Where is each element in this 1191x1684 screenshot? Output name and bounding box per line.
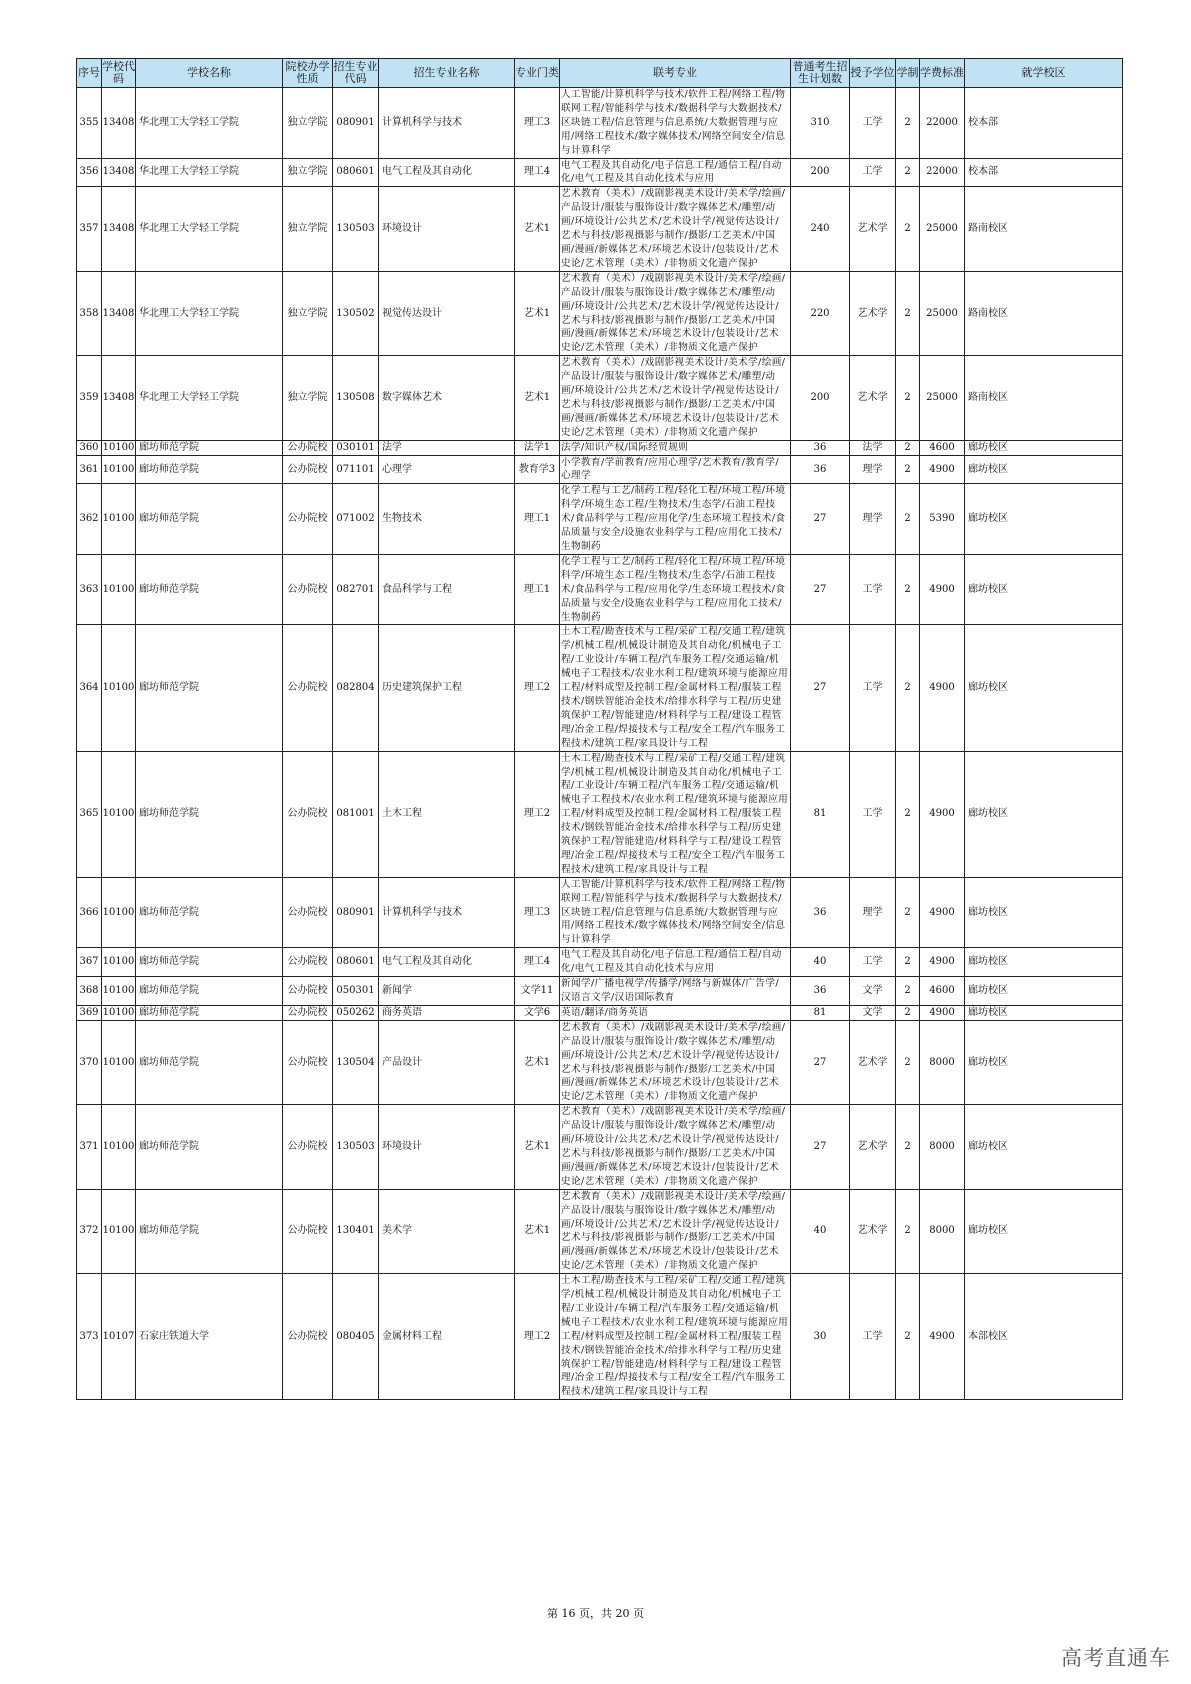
cell-major-code: 082701 bbox=[333, 554, 379, 625]
cell-category: 理工4 bbox=[515, 158, 560, 187]
cell-campus: 路南校区 bbox=[965, 187, 1123, 271]
cell-school-name: 廊坊师范学院 bbox=[136, 1189, 283, 1273]
table-row bbox=[77, 158, 1123, 187]
cell-nature: 公办院校 bbox=[283, 751, 333, 877]
cell-no: 368 bbox=[77, 977, 102, 1006]
cell-major-name: 历史建筑保护工程 bbox=[379, 625, 515, 751]
cell-degree: 工学 bbox=[850, 1274, 896, 1400]
cell-no: 369 bbox=[77, 1005, 102, 1020]
cell-campus: 校本部 bbox=[965, 88, 1123, 159]
cell-campus: 校本部 bbox=[965, 158, 1123, 187]
cell-exam-majors: 新闻学/广播电视学/传播学/网络与新媒体/广告学/汉语言文学/汉语国际教育 bbox=[560, 977, 791, 1006]
cell-major-code: 081001 bbox=[333, 751, 379, 877]
cell-campus: 路南校区 bbox=[965, 356, 1123, 440]
cell-no: 363 bbox=[77, 554, 102, 625]
cell-school-name: 廊坊师范学院 bbox=[136, 455, 283, 484]
cell-major-name: 电气工程及其自动化 bbox=[379, 158, 515, 187]
cell-fee: 4900 bbox=[920, 877, 965, 948]
cell-plan: 81 bbox=[791, 751, 850, 877]
cell-major-name: 计算机科学与技术 bbox=[379, 88, 515, 159]
table-row bbox=[77, 1020, 1123, 1104]
cell-category: 教育学3 bbox=[515, 455, 560, 484]
cell-school-name: 华北理工大学轻工学院 bbox=[136, 271, 283, 355]
cell-school-name: 廊坊师范学院 bbox=[136, 751, 283, 877]
cell-plan: 36 bbox=[791, 877, 850, 948]
cell-exam-majors: 艺术教育（美术）/戏剧影视美术设计/美术学/绘画/产品设计/服装与服饰设计/数字媒体艺术/雕塑/动画/环境设计/公共艺术/艺术设计学/视觉传达设计/艺术与科技/影视摄影与制作/摄影/工艺美术/中国画/漫画/新媒体艺术/环境艺术设计/包装设计/艺术史论/艺术管理（美术）/非物质文化遗产保护 bbox=[560, 271, 791, 355]
cell-degree: 文学 bbox=[850, 977, 896, 1006]
cell-plan: 220 bbox=[791, 271, 850, 355]
cell-major-name: 产品设计 bbox=[379, 1020, 515, 1104]
header-cell: 学校代码 bbox=[102, 59, 136, 88]
cell-school-name: 廊坊师范学院 bbox=[136, 1020, 283, 1104]
cell-school-code: 10100 bbox=[102, 1189, 136, 1273]
cell-major-code: 130508 bbox=[333, 356, 379, 440]
cell-category: 艺术1 bbox=[515, 1020, 560, 1104]
cell-degree: 艺术学 bbox=[850, 1189, 896, 1273]
cell-fee: 25000 bbox=[920, 356, 965, 440]
cell-nature: 公办院校 bbox=[283, 554, 333, 625]
cell-plan: 27 bbox=[791, 554, 850, 625]
table-row bbox=[77, 440, 1123, 455]
table-row bbox=[77, 977, 1123, 1006]
header-cell: 专业门类 bbox=[515, 59, 560, 88]
cell-degree: 文学 bbox=[850, 1005, 896, 1020]
cell-major-name: 数字媒体艺术 bbox=[379, 356, 515, 440]
cell-major-name: 视觉传达设计 bbox=[379, 271, 515, 355]
cell-campus: 路南校区 bbox=[965, 271, 1123, 355]
cell-school-code: 10100 bbox=[102, 1020, 136, 1104]
cell-nature: 独立学院 bbox=[283, 88, 333, 159]
cell-exam-majors: 艺术教育（美术）/戏剧影视美术设计/美术学/绘画/产品设计/服装与服饰设计/数字媒体艺术/雕塑/动画/环境设计/公共艺术/艺术设计学/视觉传达设计/艺术与科技/影视摄影与制作/摄影/工艺美术/中国画/漫画/新媒体艺术/环境艺术设计/包装设计/艺术史论/艺术管理（美术）/非物质文化遗产保护 bbox=[560, 356, 791, 440]
cell-exam-majors: 小学教育/学前教育/应用心理学/艺术教育/教育学/心理学 bbox=[560, 455, 791, 484]
cell-no: 360 bbox=[77, 440, 102, 455]
cell-campus: 廊坊校区 bbox=[965, 948, 1123, 977]
cell-years: 2 bbox=[896, 1105, 920, 1189]
cell-school-name: 石家庄铁道大学 bbox=[136, 1274, 283, 1400]
cell-exam-majors: 艺术教育（美术）/戏剧影视美术设计/美术学/绘画/产品设计/服装与服饰设计/数字媒体艺术/雕塑/动画/环境设计/公共艺术/艺术设计学/视觉传达设计/艺术与科技/影视摄影与制作/摄影/工艺美术/中国画/漫画/新媒体艺术/环境艺术设计/包装设计/艺术史论/艺术管理（美术）/非物质文化遗产保护 bbox=[560, 1020, 791, 1104]
cell-exam-majors: 人工智能/计算机科学与技术/软件工程/网络工程/物联网工程/智能科学与技术/数据科学与大数据技术/区块链工程/信息管理与信息系统/大数据管理与应用/网络工程技术/数字媒体技术/网络空间安全/信息与计算科学 bbox=[560, 88, 791, 159]
cell-no: 358 bbox=[77, 271, 102, 355]
cell-degree: 工学 bbox=[850, 158, 896, 187]
table-row bbox=[77, 1189, 1123, 1273]
cell-campus: 廊坊校区 bbox=[965, 877, 1123, 948]
cell-degree: 工学 bbox=[850, 88, 896, 159]
cell-major-code: 080601 bbox=[333, 948, 379, 977]
cell-fee: 4900 bbox=[920, 948, 965, 977]
cell-major-code: 030101 bbox=[333, 440, 379, 455]
cell-fee: 22000 bbox=[920, 158, 965, 187]
cell-degree: 艺术学 bbox=[850, 271, 896, 355]
table-row bbox=[77, 88, 1123, 159]
cell-major-name: 电气工程及其自动化 bbox=[379, 948, 515, 977]
cell-campus: 廊坊校区 bbox=[965, 440, 1123, 455]
header-cell: 学校名称 bbox=[136, 59, 283, 88]
cell-exam-majors: 土木工程/勘查技术与工程/采矿工程/交通工程/建筑学/机械工程/机械设计制造及其自动化/机械电子工程/工业设计/车辆工程/汽车服务工程/交通运输/机械电子工程技术/农业水利工程/建筑环境与能源应用工程/材料成型及控制工程/金属材料工程/服装工程技术/钢铁智能冶金技术/给排水科学与工程/历史建筑保护工程/智能建造/材料科学与工程/建设工程管理/冶金工程/焊接技术与工程/安全工程/汽车服务工程技术/建筑工程/家具设计与工程 bbox=[560, 1274, 791, 1400]
cell-major-code: 050262 bbox=[333, 1005, 379, 1020]
cell-degree: 艺术学 bbox=[850, 1020, 896, 1104]
cell-years: 2 bbox=[896, 1274, 920, 1400]
cell-nature: 公办院校 bbox=[283, 1005, 333, 1020]
cell-school-name: 廊坊师范学院 bbox=[136, 948, 283, 977]
cell-major-code: 080405 bbox=[333, 1274, 379, 1400]
cell-category: 理工4 bbox=[515, 948, 560, 977]
cell-plan: 27 bbox=[791, 625, 850, 751]
cell-degree: 理学 bbox=[850, 877, 896, 948]
cell-school-name: 华北理工大学轻工学院 bbox=[136, 158, 283, 187]
cell-fee: 25000 bbox=[920, 271, 965, 355]
cell-nature: 公办院校 bbox=[283, 440, 333, 455]
cell-no: 355 bbox=[77, 88, 102, 159]
cell-school-code: 10100 bbox=[102, 877, 136, 948]
cell-major-name: 新闻学 bbox=[379, 977, 515, 1006]
cell-school-name: 华北理工大学轻工学院 bbox=[136, 187, 283, 271]
cell-exam-majors: 艺术教育（美术）/戏剧影视美术设计/美术学/绘画/产品设计/服装与服饰设计/数字媒体艺术/雕塑/动画/环境设计/公共艺术/艺术设计学/视觉传达设计/艺术与科技/影视摄影与制作/摄影/工艺美术/中国画/漫画/新媒体艺术/环境艺术设计/包装设计/艺术史论/艺术管理（美术）/非物质文化遗产保护 bbox=[560, 1189, 791, 1273]
cell-major-code: 130503 bbox=[333, 187, 379, 271]
cell-major-name: 美术学 bbox=[379, 1189, 515, 1273]
header-cell: 授予学位 bbox=[850, 59, 896, 88]
cell-major-code: 071002 bbox=[333, 484, 379, 555]
cell-exam-majors: 土木工程/勘查技术与工程/采矿工程/交通工程/建筑学/机械工程/机械设计制造及其自动化/机械电子工程/工业设计/车辆工程/汽车服务工程/交通运输/机械电子工程技术/农业水利工程/建筑环境与能源应用工程/材料成型及控制工程/金属材料工程/服装工程技术/钢铁智能冶金技术/给排水科学与工程/历史建筑保护工程/智能建造/材料科学与工程/建设工程管理/冶金工程/焊接技术与工程/安全工程/汽车服务工程技术/建筑工程/家具设计与工程 bbox=[560, 625, 791, 751]
cell-no: 357 bbox=[77, 187, 102, 271]
cell-nature: 公办院校 bbox=[283, 1020, 333, 1104]
cell-plan: 200 bbox=[791, 158, 850, 187]
cell-campus: 廊坊校区 bbox=[965, 554, 1123, 625]
cell-school-name: 廊坊师范学院 bbox=[136, 977, 283, 1006]
cell-fee: 4900 bbox=[920, 554, 965, 625]
table-row bbox=[77, 1005, 1123, 1020]
cell-exam-majors: 艺术教育（美术）/戏剧影视美术设计/美术学/绘画/产品设计/服装与服饰设计/数字媒体艺术/雕塑/动画/环境设计/公共艺术/艺术设计学/视觉传达设计/艺术与科技/影视摄影与制作/摄影/工艺美术/中国画/漫画/新媒体艺术/环境艺术设计/包装设计/艺术史论/艺术管理（美术）/非物质文化遗产保护 bbox=[560, 187, 791, 271]
cell-category: 理工3 bbox=[515, 88, 560, 159]
cell-degree: 理学 bbox=[850, 484, 896, 555]
cell-school-code: 10100 bbox=[102, 455, 136, 484]
cell-exam-majors: 电气工程及其自动化/电子信息工程/通信工程/自动化/电气工程及其自动化技术与应用 bbox=[560, 948, 791, 977]
cell-school-code: 10100 bbox=[102, 625, 136, 751]
cell-no: 361 bbox=[77, 455, 102, 484]
cell-campus: 廊坊校区 bbox=[965, 1020, 1123, 1104]
cell-degree: 法学 bbox=[850, 440, 896, 455]
cell-fee: 8000 bbox=[920, 1105, 965, 1189]
cell-major-name: 法学 bbox=[379, 440, 515, 455]
cell-category: 文学6 bbox=[515, 1005, 560, 1020]
cell-school-code: 10100 bbox=[102, 751, 136, 877]
cell-exam-majors: 英语/翻译/商务英语 bbox=[560, 1005, 791, 1020]
cell-category: 艺术1 bbox=[515, 271, 560, 355]
table-row bbox=[77, 271, 1123, 355]
cell-plan: 30 bbox=[791, 1274, 850, 1400]
table-row bbox=[77, 484, 1123, 555]
cell-major-code: 082804 bbox=[333, 625, 379, 751]
cell-major-code: 130502 bbox=[333, 271, 379, 355]
cell-years: 2 bbox=[896, 88, 920, 159]
cell-plan: 36 bbox=[791, 440, 850, 455]
cell-school-code: 13408 bbox=[102, 271, 136, 355]
cell-major-code: 080601 bbox=[333, 158, 379, 187]
cell-plan: 240 bbox=[791, 187, 850, 271]
cell-school-code: 13408 bbox=[102, 187, 136, 271]
cell-plan: 200 bbox=[791, 356, 850, 440]
cell-category: 法学1 bbox=[515, 440, 560, 455]
cell-years: 2 bbox=[896, 1020, 920, 1104]
table-row bbox=[77, 751, 1123, 877]
cell-nature: 公办院校 bbox=[283, 977, 333, 1006]
table-row bbox=[77, 554, 1123, 625]
cell-major-code: 130504 bbox=[333, 1020, 379, 1104]
table-row bbox=[77, 455, 1123, 484]
cell-nature: 公办院校 bbox=[283, 625, 333, 751]
table-row bbox=[77, 948, 1123, 977]
cell-major-code: 080901 bbox=[333, 88, 379, 159]
table-row bbox=[77, 356, 1123, 440]
cell-years: 2 bbox=[896, 158, 920, 187]
header-row bbox=[77, 59, 1123, 88]
cell-school-code: 10107 bbox=[102, 1274, 136, 1400]
cell-years: 2 bbox=[896, 271, 920, 355]
cell-school-name: 廊坊师范学院 bbox=[136, 484, 283, 555]
cell-years: 2 bbox=[896, 1189, 920, 1273]
table-row bbox=[77, 1274, 1123, 1400]
header-cell: 就学校区 bbox=[965, 59, 1123, 88]
cell-fee: 4900 bbox=[920, 1005, 965, 1020]
table-row bbox=[77, 625, 1123, 751]
cell-major-name: 商务英语 bbox=[379, 1005, 515, 1020]
cell-years: 2 bbox=[896, 625, 920, 751]
cell-school-code: 10100 bbox=[102, 484, 136, 555]
cell-years: 2 bbox=[896, 877, 920, 948]
cell-plan: 27 bbox=[791, 1105, 850, 1189]
cell-exam-majors: 化学工程与工艺/制药工程/轻化工程/环境工程/环境科学/环境生态工程/生物技术/生态学/石油工程技术/食品科学与工程/应用化学/生态环境工程技术/食品质量与安全/设施农业科学与工程/应用化工技术/生物制药 bbox=[560, 554, 791, 625]
cell-category: 理工3 bbox=[515, 877, 560, 948]
cell-fee: 22000 bbox=[920, 88, 965, 159]
header-cell: 学费标准 bbox=[920, 59, 965, 88]
cell-campus: 廊坊校区 bbox=[965, 1005, 1123, 1020]
cell-nature: 公办院校 bbox=[283, 1189, 333, 1273]
table-row bbox=[77, 187, 1123, 271]
cell-degree: 工学 bbox=[850, 554, 896, 625]
cell-plan: 27 bbox=[791, 484, 850, 555]
cell-school-code: 10100 bbox=[102, 977, 136, 1006]
cell-degree: 理学 bbox=[850, 455, 896, 484]
cell-no: 366 bbox=[77, 877, 102, 948]
cell-school-name: 廊坊师范学院 bbox=[136, 1005, 283, 1020]
cell-plan: 36 bbox=[791, 977, 850, 1006]
cell-campus: 廊坊校区 bbox=[965, 1189, 1123, 1273]
table-row bbox=[77, 877, 1123, 948]
cell-years: 2 bbox=[896, 187, 920, 271]
cell-degree: 工学 bbox=[850, 751, 896, 877]
header-cell: 学制 bbox=[896, 59, 920, 88]
cell-plan: 27 bbox=[791, 1020, 850, 1104]
header-cell: 招生专业代码 bbox=[333, 59, 379, 88]
cell-fee: 8000 bbox=[920, 1020, 965, 1104]
cell-school-name: 廊坊师范学院 bbox=[136, 1105, 283, 1189]
cell-major-code: 130401 bbox=[333, 1189, 379, 1273]
cell-no: 370 bbox=[77, 1020, 102, 1104]
cell-major-code: 130503 bbox=[333, 1105, 379, 1189]
cell-campus: 廊坊校区 bbox=[965, 1105, 1123, 1189]
cell-plan: 36 bbox=[791, 455, 850, 484]
cell-exam-majors: 艺术教育（美术）/戏剧影视美术设计/美术学/绘画/产品设计/服装与服饰设计/数字媒体艺术/雕塑/动画/环境设计/公共艺术/艺术设计学/视觉传达设计/艺术与科技/影视摄影与制作/摄影/工艺美术/中国画/漫画/新媒体艺术/环境艺术设计/包装设计/艺术史论/艺术管理（美术）/非物质文化遗产保护 bbox=[560, 1105, 791, 1189]
header-cell: 招生专业名称 bbox=[379, 59, 515, 88]
cell-major-code: 080901 bbox=[333, 877, 379, 948]
cell-exam-majors: 土木工程/勘查技术与工程/采矿工程/交通工程/建筑学/机械工程/机械设计制造及其自动化/机械电子工程/工业设计/车辆工程/汽车服务工程/交通运输/机械电子工程技术/农业水利工程/建筑环境与能源应用工程/材料成型及控制工程/金属材料工程/服装工程技术/钢铁智能冶金技术/给排水科学与工程/历史建筑保护工程/智能建造/材料科学与工程/建设工程管理/冶金工程/焊接技术与工程/安全工程/汽车服务工程技术/建筑工程/家具设计与工程 bbox=[560, 751, 791, 877]
cell-degree: 艺术学 bbox=[850, 1105, 896, 1189]
cell-school-name: 华北理工大学轻工学院 bbox=[136, 356, 283, 440]
cell-no: 371 bbox=[77, 1105, 102, 1189]
cell-years: 2 bbox=[896, 1005, 920, 1020]
cell-plan: 40 bbox=[791, 948, 850, 977]
cell-no: 364 bbox=[77, 625, 102, 751]
cell-campus: 廊坊校区 bbox=[965, 625, 1123, 751]
cell-major-name: 金属材料工程 bbox=[379, 1274, 515, 1400]
cell-nature: 公办院校 bbox=[283, 455, 333, 484]
cell-fee: 4900 bbox=[920, 1274, 965, 1400]
cell-category: 理工2 bbox=[515, 1274, 560, 1400]
cell-school-code: 10100 bbox=[102, 554, 136, 625]
cell-major-name: 计算机科学与技术 bbox=[379, 877, 515, 948]
cell-category: 艺术1 bbox=[515, 187, 560, 271]
cell-nature: 公办院校 bbox=[283, 484, 333, 555]
cell-category: 理工2 bbox=[515, 625, 560, 751]
watermark: 高考直通车 bbox=[1061, 1646, 1171, 1670]
cell-fee: 4900 bbox=[920, 751, 965, 877]
cell-fee: 4900 bbox=[920, 455, 965, 484]
cell-major-code: 050301 bbox=[333, 977, 379, 1006]
cell-fee: 25000 bbox=[920, 187, 965, 271]
cell-nature: 独立学院 bbox=[283, 271, 333, 355]
cell-exam-majors: 法学/知识产权/国际经贸规则 bbox=[560, 440, 791, 455]
page-footer: 第 16 页，共 20 页 bbox=[547, 1607, 644, 1620]
cell-years: 2 bbox=[896, 554, 920, 625]
cell-nature: 独立学院 bbox=[283, 187, 333, 271]
cell-plan: 310 bbox=[791, 88, 850, 159]
cell-major-name: 土木工程 bbox=[379, 751, 515, 877]
cell-degree: 艺术学 bbox=[850, 356, 896, 440]
cell-nature: 公办院校 bbox=[283, 1105, 333, 1189]
admissions-table bbox=[76, 58, 1123, 1400]
cell-school-name: 华北理工大学轻工学院 bbox=[136, 88, 283, 159]
cell-school-code: 10100 bbox=[102, 1005, 136, 1020]
cell-no: 367 bbox=[77, 948, 102, 977]
cell-school-code: 13408 bbox=[102, 88, 136, 159]
cell-school-code: 13408 bbox=[102, 356, 136, 440]
cell-school-name: 廊坊师范学院 bbox=[136, 554, 283, 625]
cell-plan: 40 bbox=[791, 1189, 850, 1273]
cell-fee: 4600 bbox=[920, 440, 965, 455]
cell-nature: 独立学院 bbox=[283, 158, 333, 187]
cell-school-code: 10100 bbox=[102, 440, 136, 455]
cell-plan: 81 bbox=[791, 1005, 850, 1020]
cell-major-name: 环境设计 bbox=[379, 1105, 515, 1189]
cell-category: 艺术1 bbox=[515, 1189, 560, 1273]
cell-years: 2 bbox=[896, 977, 920, 1006]
cell-no: 373 bbox=[77, 1274, 102, 1400]
cell-fee: 5390 bbox=[920, 484, 965, 555]
cell-nature: 公办院校 bbox=[283, 1274, 333, 1400]
header-cell: 普通考生招生计划数 bbox=[791, 59, 850, 88]
cell-no: 356 bbox=[77, 158, 102, 187]
cell-exam-majors: 电气工程及其自动化/电子信息工程/通信工程/自动化/电气工程及其自动化技术与应用 bbox=[560, 158, 791, 187]
cell-major-name: 生物技术 bbox=[379, 484, 515, 555]
cell-category: 理工1 bbox=[515, 554, 560, 625]
cell-school-name: 廊坊师范学院 bbox=[136, 877, 283, 948]
cell-exam-majors: 人工智能/计算机科学与技术/软件工程/网络工程/物联网工程/智能科学与技术/数据科学与大数据技术/区块链工程/信息管理与信息系统/大数据管理与应用/网络工程技术/数字媒体技术/网络空间安全/信息与计算科学 bbox=[560, 877, 791, 948]
cell-major-name: 心理学 bbox=[379, 455, 515, 484]
cell-years: 2 bbox=[896, 751, 920, 877]
cell-major-code: 071101 bbox=[333, 455, 379, 484]
cell-nature: 独立学院 bbox=[283, 356, 333, 440]
cell-school-name: 廊坊师范学院 bbox=[136, 440, 283, 455]
cell-years: 2 bbox=[896, 356, 920, 440]
cell-fee: 4600 bbox=[920, 977, 965, 1006]
cell-nature: 公办院校 bbox=[283, 877, 333, 948]
cell-years: 2 bbox=[896, 455, 920, 484]
cell-years: 2 bbox=[896, 484, 920, 555]
cell-major-name: 环境设计 bbox=[379, 187, 515, 271]
cell-campus: 廊坊校区 bbox=[965, 484, 1123, 555]
header-cell: 序号 bbox=[77, 59, 102, 88]
cell-school-code: 13408 bbox=[102, 158, 136, 187]
cell-category: 艺术1 bbox=[515, 1105, 560, 1189]
cell-nature: 公办院校 bbox=[283, 948, 333, 977]
cell-school-code: 10100 bbox=[102, 948, 136, 977]
cell-fee: 4900 bbox=[920, 625, 965, 751]
cell-category: 艺术1 bbox=[515, 356, 560, 440]
header-cell: 院校办学性质 bbox=[283, 59, 333, 88]
cell-degree: 工学 bbox=[850, 625, 896, 751]
cell-category: 理工1 bbox=[515, 484, 560, 555]
cell-major-name: 食品科学与工程 bbox=[379, 554, 515, 625]
cell-exam-majors: 化学工程与工艺/制药工程/轻化工程/环境工程/环境科学/环境生态工程/生物技术/生态学/石油工程技术/食品科学与工程/应用化学/生态环境工程技术/食品质量与安全/设施农业科学与工程/应用化工技术/生物制药 bbox=[560, 484, 791, 555]
cell-years: 2 bbox=[896, 440, 920, 455]
cell-campus: 廊坊校区 bbox=[965, 751, 1123, 877]
cell-category: 文学11 bbox=[515, 977, 560, 1006]
cell-campus: 廊坊校区 bbox=[965, 455, 1123, 484]
cell-campus: 廊坊校区 bbox=[965, 977, 1123, 1006]
cell-degree: 艺术学 bbox=[850, 187, 896, 271]
cell-years: 2 bbox=[896, 948, 920, 977]
cell-school-name: 廊坊师范学院 bbox=[136, 625, 283, 751]
cell-fee: 8000 bbox=[920, 1189, 965, 1273]
header-cell: 联考专业 bbox=[560, 59, 791, 88]
cell-no: 372 bbox=[77, 1189, 102, 1273]
cell-category: 理工2 bbox=[515, 751, 560, 877]
cell-campus: 本部校区 bbox=[965, 1274, 1123, 1400]
cell-degree: 工学 bbox=[850, 948, 896, 977]
table-row bbox=[77, 1105, 1123, 1189]
cell-no: 365 bbox=[77, 751, 102, 877]
cell-school-code: 10100 bbox=[102, 1105, 136, 1189]
cell-no: 362 bbox=[77, 484, 102, 555]
cell-no: 359 bbox=[77, 356, 102, 440]
